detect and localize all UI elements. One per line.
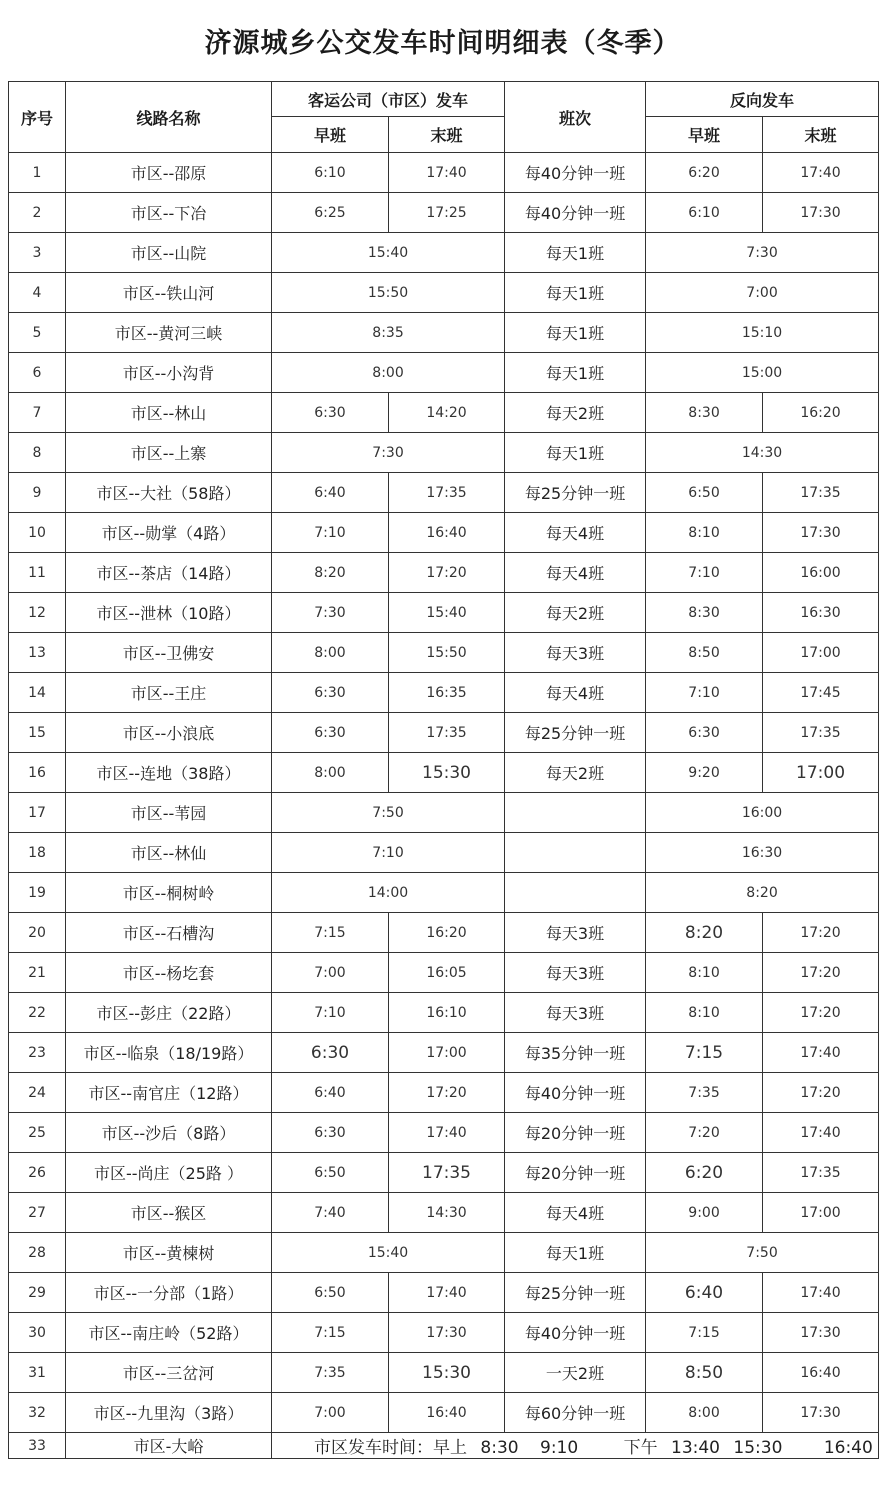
depart-late-time: 17:20	[389, 553, 505, 593]
frequency: 每天3班	[505, 913, 646, 953]
frequency: 每天1班	[505, 313, 646, 353]
reverse-late-time: 16:40	[763, 1353, 879, 1393]
reverse-early-time: 7:15	[646, 1313, 763, 1353]
depart-time: 14:00	[272, 873, 505, 913]
table-row	[9, 153, 879, 193]
afternoon-label: 下午	[623, 1438, 658, 1458]
reverse-time: 16:00	[646, 793, 879, 833]
depart-early-time: 6:25	[272, 193, 389, 233]
reverse-late-time: 17:45	[763, 673, 879, 713]
table-row	[9, 593, 879, 633]
depart-early-time: 7:15	[272, 913, 389, 953]
depart-late-time: 16:05	[389, 953, 505, 993]
route-name: 市区--王庄	[66, 673, 272, 713]
frequency: 每20分钟一班	[505, 1153, 646, 1193]
reverse-late-time: 17:30	[763, 1313, 879, 1353]
reverse-late-time: 16:30	[763, 593, 879, 633]
reverse-early-time: 6:40	[646, 1273, 763, 1313]
reverse-time: 15:00	[646, 353, 879, 393]
row-number: 9	[9, 473, 66, 513]
table-row	[9, 233, 879, 273]
reverse-early-time: 8:00	[646, 1393, 763, 1433]
table-row	[9, 1233, 879, 1273]
reverse-late-time: 17:20	[763, 1073, 879, 1113]
row-number: 31	[9, 1353, 66, 1393]
row-number: 21	[9, 953, 66, 993]
frequency: 每天1班	[505, 433, 646, 473]
depart-late-time: 17:25	[389, 193, 505, 233]
route-name: 市区--泄林（10路）	[66, 593, 272, 633]
row-number: 13	[9, 633, 66, 673]
row-number: 17	[9, 793, 66, 833]
row-number: 8	[9, 433, 66, 473]
route-name: 市区--大社（58路）	[66, 473, 272, 513]
reverse-early-time: 7:35	[646, 1073, 763, 1113]
reverse-time: 8:20	[646, 873, 879, 913]
frequency	[505, 833, 646, 873]
reverse-early-time: 9:00	[646, 1193, 763, 1233]
route-name: 市区--杨圪套	[66, 953, 272, 993]
depart-late-time: 17:35	[389, 1153, 505, 1193]
header-depart-late: 末班	[389, 117, 505, 153]
table-row	[9, 713, 879, 753]
row-number: 7	[9, 393, 66, 433]
frequency: 每天2班	[505, 593, 646, 633]
frequency: 每35分钟一班	[505, 1033, 646, 1073]
table-row	[9, 873, 879, 913]
row-number: 18	[9, 833, 66, 873]
table-row	[9, 793, 879, 833]
depart-late-time: 16:40	[389, 513, 505, 553]
table-row	[9, 993, 879, 1033]
reverse-early-time: 6:30	[646, 713, 763, 753]
header-reverse-late: 末班	[763, 117, 879, 153]
table-row	[9, 1193, 879, 1233]
reverse-early-time: 8:30	[646, 393, 763, 433]
table-row	[9, 913, 879, 953]
route-name: 市区--南官庄（12路）	[66, 1073, 272, 1113]
header-route: 线路名称	[66, 82, 272, 153]
table-row	[9, 833, 879, 873]
depart-early-time: 6:40	[272, 1073, 389, 1113]
row-number: 11	[9, 553, 66, 593]
reverse-late-time: 17:30	[763, 513, 879, 553]
frequency: 每天1班	[505, 233, 646, 273]
route-name: 市区--尚庄（25路 ）	[66, 1153, 272, 1193]
table-row	[9, 393, 879, 433]
route-name: 市区--三岔河	[66, 1353, 272, 1393]
row-number: 25	[9, 1113, 66, 1153]
route-name: 市区--一分部（1路）	[66, 1273, 272, 1313]
timetable-body	[9, 153, 879, 1433]
frequency: 每60分钟一班	[505, 1393, 646, 1433]
table-row	[9, 633, 879, 673]
header-reverse-group: 反向发车	[646, 82, 879, 117]
table-row	[9, 273, 879, 313]
reverse-late-time: 17:35	[763, 473, 879, 513]
afternoon-time: 13:40	[671, 1438, 720, 1458]
table-row	[9, 513, 879, 553]
depart-late-time: 17:40	[389, 153, 505, 193]
route-name: 市区--下冶	[66, 193, 272, 233]
reverse-early-time: 6:20	[646, 153, 763, 193]
depart-late-time: 17:35	[389, 713, 505, 753]
depart-early-time: 6:30	[272, 673, 389, 713]
depart-late-time: 16:10	[389, 993, 505, 1033]
route-name: 市区--桐树岭	[66, 873, 272, 913]
depart-early-time: 7:10	[272, 513, 389, 553]
route-name: 市区--茶店（14路）	[66, 553, 272, 593]
table-row	[9, 1033, 879, 1073]
table-row	[9, 433, 879, 473]
frequency: 每天3班	[505, 953, 646, 993]
route-name: 市区--上寨	[66, 433, 272, 473]
page-title: 济源城乡公交发车时间明细表（冬季）	[204, 27, 681, 59]
reverse-early-time: 7:10	[646, 673, 763, 713]
row-number: 5	[9, 313, 66, 353]
table-row	[9, 1313, 879, 1353]
frequency: 每天4班	[505, 553, 646, 593]
depart-time: 7:30	[272, 433, 505, 473]
route-name: 市区-大峪	[66, 1433, 272, 1459]
route-name: 市区--黄楝树	[66, 1233, 272, 1273]
reverse-late-time: 17:40	[763, 153, 879, 193]
frequency: 每天2班	[505, 753, 646, 793]
row-number: 14	[9, 673, 66, 713]
reverse-early-time: 8:10	[646, 993, 763, 1033]
table-row	[9, 193, 879, 233]
depart-early-time: 8:00	[272, 633, 389, 673]
table-row	[9, 1153, 879, 1193]
row-number: 15	[9, 713, 66, 753]
depart-early-time: 6:30	[272, 713, 389, 753]
depart-late-time: 17:40	[389, 1113, 505, 1153]
reverse-early-time: 8:50	[646, 633, 763, 673]
route-name: 市区--临泉（18/19路）	[66, 1033, 272, 1073]
depart-late-time: 17:00	[389, 1033, 505, 1073]
reverse-late-time: 17:35	[763, 713, 879, 753]
frequency: 每天4班	[505, 513, 646, 553]
row-number: 29	[9, 1273, 66, 1313]
special-schedule	[272, 1433, 879, 1459]
row-number: 6	[9, 353, 66, 393]
depart-late-time: 15:30	[389, 1353, 505, 1393]
frequency: 每40分钟一班	[505, 1313, 646, 1353]
table-row	[9, 1393, 879, 1433]
frequency: 每天1班	[505, 353, 646, 393]
reverse-late-time: 17:40	[763, 1273, 879, 1313]
reverse-early-time: 6:20	[646, 1153, 763, 1193]
route-name: 市区--卫佛安	[66, 633, 272, 673]
frequency: 每天4班	[505, 673, 646, 713]
route-name: 市区--九里沟（3路）	[66, 1393, 272, 1433]
reverse-late-time: 17:00	[763, 753, 879, 793]
reverse-time: 7:30	[646, 233, 879, 273]
route-name: 市区--沙后（8路）	[66, 1113, 272, 1153]
route-name: 市区--小沟背	[66, 353, 272, 393]
frequency: 每天1班	[505, 273, 646, 313]
table-row	[9, 673, 879, 713]
row-number: 23	[9, 1033, 66, 1073]
reverse-time: 16:30	[646, 833, 879, 873]
table-row	[9, 953, 879, 993]
frequency: 每天3班	[505, 993, 646, 1033]
morning-time: 9:10	[540, 1438, 579, 1458]
depart-late-time: 17:40	[389, 1273, 505, 1313]
frequency	[505, 793, 646, 833]
row-number: 16	[9, 753, 66, 793]
depart-early-time: 6:10	[272, 153, 389, 193]
afternoon-time: 15:30	[733, 1438, 783, 1458]
row-number: 27	[9, 1193, 66, 1233]
reverse-time: 15:10	[646, 313, 879, 353]
timetable	[8, 81, 879, 1459]
reverse-early-time: 8:10	[646, 953, 763, 993]
route-name: 市区--林仙	[66, 833, 272, 873]
reverse-early-time: 7:10	[646, 553, 763, 593]
row-number: 30	[9, 1313, 66, 1353]
reverse-early-time: 6:10	[646, 193, 763, 233]
depart-late-time: 17:30	[389, 1313, 505, 1353]
depart-early-time: 7:00	[272, 953, 389, 993]
depart-late-time: 17:35	[389, 473, 505, 513]
depart-time: 7:50	[272, 793, 505, 833]
route-name: 市区--山院	[66, 233, 272, 273]
depart-late-time: 16:40	[389, 1393, 505, 1433]
route-name: 市区--南庄岭（52路）	[66, 1313, 272, 1353]
depart-time: 7:10	[272, 833, 505, 873]
reverse-early-time: 8:20	[646, 913, 763, 953]
reverse-early-time: 8:30	[646, 593, 763, 633]
reverse-time: 7:00	[646, 273, 879, 313]
depart-time: 15:40	[272, 1233, 505, 1273]
table-row	[9, 1353, 879, 1393]
route-name: 市区--勋掌（4路）	[66, 513, 272, 553]
reverse-early-time: 7:15	[646, 1033, 763, 1073]
route-name: 市区--林山	[66, 393, 272, 433]
frequency	[505, 873, 646, 913]
table-row	[9, 353, 879, 393]
depart-early-time: 8:00	[272, 753, 389, 793]
route-name: 市区--猴区	[66, 1193, 272, 1233]
reverse-time: 7:50	[646, 1233, 879, 1273]
table-row	[9, 753, 879, 793]
frequency: 每25分钟一班	[505, 473, 646, 513]
reverse-time: 14:30	[646, 433, 879, 473]
frequency: 每天4班	[505, 1193, 646, 1233]
depart-early-time: 6:50	[272, 1273, 389, 1313]
depart-early-time: 7:10	[272, 993, 389, 1033]
frequency: 每天3班	[505, 633, 646, 673]
route-name: 市区--铁山河	[66, 273, 272, 313]
reverse-late-time: 17:35	[763, 1153, 879, 1193]
depart-early-time: 8:20	[272, 553, 389, 593]
reverse-late-time: 17:30	[763, 1393, 879, 1433]
reverse-early-time: 9:20	[646, 753, 763, 793]
row-number: 33	[9, 1433, 66, 1459]
depart-late-time: 14:20	[389, 393, 505, 433]
depart-early-time: 7:30	[272, 593, 389, 633]
header-reverse-early: 早班	[646, 117, 763, 153]
row-number: 4	[9, 273, 66, 313]
header-seq: 序号	[9, 82, 66, 153]
row-number: 32	[9, 1393, 66, 1433]
depart-early-time: 7:35	[272, 1353, 389, 1393]
row-number: 12	[9, 593, 66, 633]
depart-late-time: 15:30	[389, 753, 505, 793]
route-name: 市区--邵原	[66, 153, 272, 193]
reverse-late-time: 17:20	[763, 993, 879, 1033]
row-number: 2	[9, 193, 66, 233]
depart-early-time: 6:40	[272, 473, 389, 513]
route-name: 市区--小浪底	[66, 713, 272, 753]
morning-time: 8:30	[480, 1438, 519, 1458]
depart-late-time: 17:20	[389, 1073, 505, 1113]
route-name: 市区--石槽沟	[66, 913, 272, 953]
depart-early-time: 7:40	[272, 1193, 389, 1233]
row-number: 3	[9, 233, 66, 273]
reverse-early-time: 8:50	[646, 1353, 763, 1393]
depart-late-time: 16:20	[389, 913, 505, 953]
route-name: 市区--黄河三峡	[66, 313, 272, 353]
frequency: 每20分钟一班	[505, 1113, 646, 1153]
reverse-early-time: 6:50	[646, 473, 763, 513]
row-number: 24	[9, 1073, 66, 1113]
row-number: 1	[9, 153, 66, 193]
header-depart-group: 客运公司（市区）发车	[272, 82, 505, 117]
reverse-late-time: 17:20	[763, 953, 879, 993]
reverse-early-time: 7:20	[646, 1113, 763, 1153]
depart-late-time: 15:50	[389, 633, 505, 673]
schedule-label: 市区发车时间：	[314, 1438, 433, 1458]
afternoon-time: 16:40	[823, 1438, 873, 1458]
frequency: 一天2班	[505, 1353, 646, 1393]
route-name: 市区--连地（38路）	[66, 753, 272, 793]
reverse-late-time: 17:20	[763, 913, 879, 953]
frequency: 每25分钟一班	[505, 713, 646, 753]
frequency: 每40分钟一班	[505, 193, 646, 233]
depart-early-time: 6:30	[272, 1033, 389, 1073]
table-row	[9, 1113, 879, 1153]
reverse-early-time: 8:10	[646, 513, 763, 553]
row-number: 20	[9, 913, 66, 953]
depart-late-time: 15:40	[389, 593, 505, 633]
header-depart-early: 早班	[272, 117, 389, 153]
depart-time: 8:35	[272, 313, 505, 353]
table-row	[9, 1073, 879, 1113]
route-name: 市区--彭庄（22路）	[66, 993, 272, 1033]
table-row	[9, 553, 879, 593]
depart-time: 15:50	[272, 273, 505, 313]
reverse-late-time: 16:00	[763, 553, 879, 593]
frequency: 每天1班	[505, 1233, 646, 1273]
row-number: 26	[9, 1153, 66, 1193]
depart-early-time: 7:00	[272, 1393, 389, 1433]
reverse-late-time: 17:40	[763, 1033, 879, 1073]
reverse-late-time: 16:20	[763, 393, 879, 433]
frequency: 每40分钟一班	[505, 1073, 646, 1113]
frequency: 每25分钟一班	[505, 1273, 646, 1313]
row-number: 22	[9, 993, 66, 1033]
depart-time: 8:00	[272, 353, 505, 393]
table-row	[9, 473, 879, 513]
morning-label: 早上	[433, 1438, 467, 1458]
row-number: 10	[9, 513, 66, 553]
depart-early-time: 6:30	[272, 393, 389, 433]
depart-early-time: 6:50	[272, 1153, 389, 1193]
frequency: 每天2班	[505, 393, 646, 433]
header-frequency: 班次	[505, 82, 646, 153]
reverse-late-time: 17:00	[763, 633, 879, 673]
route-name: 市区--苇园	[66, 793, 272, 833]
depart-early-time: 7:15	[272, 1313, 389, 1353]
depart-time: 15:40	[272, 233, 505, 273]
reverse-late-time: 17:00	[763, 1193, 879, 1233]
frequency: 每40分钟一班	[505, 153, 646, 193]
depart-early-time: 6:30	[272, 1113, 389, 1153]
row-number: 19	[9, 873, 66, 913]
depart-late-time: 16:35	[389, 673, 505, 713]
table-row	[9, 1273, 879, 1313]
reverse-late-time: 17:40	[763, 1113, 879, 1153]
depart-late-time: 14:30	[389, 1193, 505, 1233]
reverse-late-time: 17:30	[763, 193, 879, 233]
table-row	[9, 313, 879, 353]
row-number: 28	[9, 1233, 66, 1273]
